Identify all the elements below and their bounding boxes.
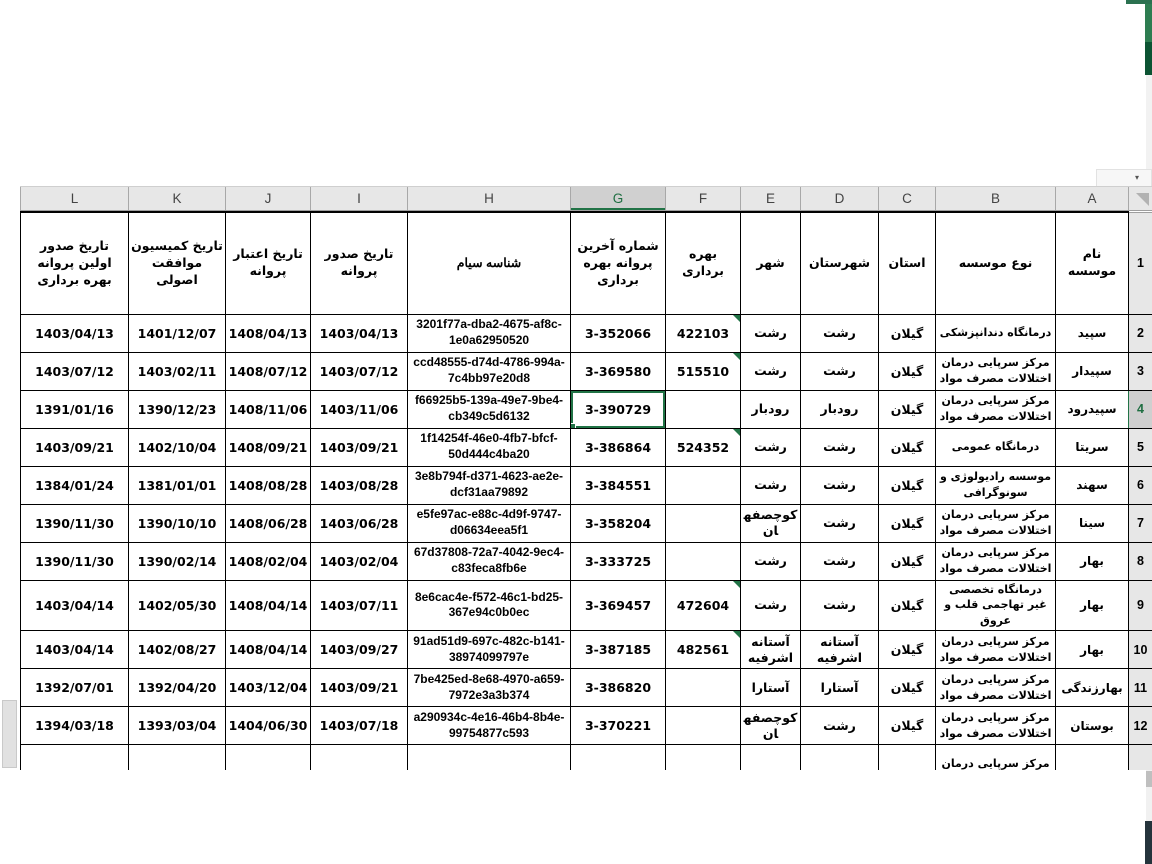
cell-B9[interactable]: درمانگاه تخصصی غیر تهاجمی قلب و عروق — [936, 580, 1056, 631]
cell-A13[interactable] — [1056, 745, 1129, 770]
cell-J7[interactable]: 1408/06/28 — [226, 504, 311, 542]
cell-C1[interactable]: استان — [879, 212, 936, 314]
cell-J5[interactable]: 1408/09/21 — [226, 428, 311, 466]
cell-D2[interactable]: رشت — [801, 314, 879, 352]
column-header-B[interactable]: B — [935, 187, 1055, 210]
cell-E1[interactable]: شهر — [741, 212, 801, 314]
error-indicator-triangle — [733, 581, 740, 588]
cell-G5[interactable]: 3-386864 — [571, 428, 666, 466]
cell-F7[interactable] — [666, 504, 741, 542]
cell-D4[interactable]: رودبار — [801, 390, 879, 428]
cell-H5[interactable]: 1f14254f-46e0-4fb7-bfcf-50d444c4ba20 — [408, 428, 571, 466]
cell-A8[interactable]: بهار — [1056, 542, 1129, 580]
row-header-1[interactable]: 1 — [1129, 212, 1152, 314]
table-row — [21, 390, 1152, 428]
cell-H11[interactable]: 7be425ed-8e68-4970-a659-7972e3a3b374 — [408, 669, 571, 707]
table-row — [21, 314, 1152, 352]
cell-A12[interactable]: بوستان — [1056, 707, 1129, 745]
cell-F2[interactable]: 422103 — [666, 314, 741, 352]
window-chrome-green-bar-dark — [1145, 42, 1152, 75]
cell-F12[interactable] — [666, 707, 741, 745]
cell-F1[interactable]: بهره برداری — [666, 212, 741, 314]
select-all-corner[interactable] — [1128, 187, 1152, 210]
scrollbar-notch — [1146, 771, 1152, 787]
cell-E2[interactable]: رشت — [741, 314, 801, 352]
cell-I5[interactable]: 1403/09/21 — [311, 428, 408, 466]
error-indicator-triangle — [733, 429, 740, 436]
cell-J4[interactable]: 1408/11/06 — [226, 390, 311, 428]
table-row — [21, 707, 1152, 745]
cell-D6[interactable]: رشت — [801, 466, 879, 504]
cell-G9[interactable]: 3-369457 — [571, 580, 666, 631]
cell-C11[interactable]: گیلان — [879, 669, 936, 707]
error-indicator-triangle — [733, 631, 740, 638]
row-header-3[interactable]: 3 — [1129, 352, 1152, 390]
cell-G10[interactable]: 3-387185 — [571, 631, 666, 669]
cell-I3[interactable]: 1403/07/12 — [311, 352, 408, 390]
cell-G13[interactable] — [571, 745, 666, 770]
vertical-scrollbar-thumb[interactable] — [2, 700, 17, 768]
cell-C5[interactable]: گیلان — [879, 428, 936, 466]
cell-B12[interactable]: مرکز سرپایی درمان اختلالات مصرف مواد — [936, 707, 1056, 745]
cell-J11[interactable]: 1403/12/04 — [226, 669, 311, 707]
row-header-4[interactable]: 4 — [1129, 390, 1152, 428]
cell-D5[interactable]: رشت — [801, 428, 879, 466]
grid-table — [20, 211, 1152, 770]
cell-H13[interactable] — [408, 745, 571, 770]
cell-A5[interactable]: سریتا — [1056, 428, 1129, 466]
cell-E7[interactable]: کوچصفهان — [741, 504, 801, 542]
cell-I2[interactable]: 1403/04/13 — [311, 314, 408, 352]
cell-K3[interactable]: 1403/02/11 — [129, 352, 226, 390]
cell-A2[interactable]: سپید — [1056, 314, 1129, 352]
cell-F4[interactable] — [666, 390, 741, 428]
row-header-11[interactable]: 11 — [1129, 669, 1152, 707]
cell-F5[interactable]: 524352 — [666, 428, 741, 466]
cell-E5[interactable]: رشت — [741, 428, 801, 466]
cell-K12[interactable]: 1393/03/04 — [129, 707, 226, 745]
cell-J1[interactable]: تاریخ اعتبار پروانه — [226, 212, 311, 314]
cell-H4[interactable]: f66925b5-139a-49e7-9be4-cb349c5d6132 — [408, 390, 571, 428]
cell-D8[interactable]: رشت — [801, 542, 879, 580]
cell-H9[interactable]: 8e6cac4e-f572-46c1-bd25-367e94c0b0ec — [408, 580, 571, 631]
cell-B8[interactable]: مرکز سرپایی درمان اختلالات مصرف مواد — [936, 542, 1056, 580]
cell-F11[interactable] — [666, 669, 741, 707]
cell-J2[interactable]: 1408/04/13 — [226, 314, 311, 352]
cell-G6[interactable]: 3-384551 — [571, 466, 666, 504]
cell-F3[interactable]: 515510 — [666, 352, 741, 390]
cell-D13[interactable] — [801, 745, 879, 770]
cell-G7[interactable]: 3-358204 — [571, 504, 666, 542]
table-row — [21, 631, 1152, 669]
select-all-triangle-icon — [1136, 193, 1149, 206]
column-letters — [20, 186, 1152, 211]
cell-J3[interactable]: 1408/07/12 — [226, 352, 311, 390]
name-box[interactable] — [1096, 169, 1152, 186]
taskbar-edge — [1145, 821, 1152, 864]
cell-L12[interactable]: 1394/03/18 — [21, 707, 129, 745]
cell-K4[interactable]: 1390/12/23 — [129, 390, 226, 428]
error-indicator-triangle — [733, 315, 740, 322]
cell-H8[interactable]: 67d37808-72a7-4042-9ec4-c83feca8fb6e — [408, 542, 571, 580]
cell-C4[interactable]: گیلان — [879, 390, 936, 428]
cell-L1[interactable]: تاریخ صدور اولین پروانه بهره برداری — [21, 212, 129, 314]
cell-C8[interactable]: گیلان — [879, 542, 936, 580]
cell-G4[interactable]: 3-390729 — [571, 390, 666, 428]
cell-A11[interactable]: بهارزندگی — [1056, 669, 1129, 707]
cell-K1[interactable]: تاریخ کمیسیون موافقت اصولی — [129, 212, 226, 314]
cell-I12[interactable]: 1403/07/18 — [311, 707, 408, 745]
cell-E11[interactable]: آستارا — [741, 669, 801, 707]
cell-I1[interactable]: تاریخ صدور پروانه — [311, 212, 408, 314]
cell-A1[interactable]: نام موسسه — [1056, 212, 1129, 314]
cell-J10[interactable]: 1408/04/14 — [226, 631, 311, 669]
fill-handle[interactable] — [571, 423, 577, 429]
table-row — [21, 212, 1152, 314]
cell-K11[interactable]: 1392/04/20 — [129, 669, 226, 707]
cell-B10[interactable]: مرکز سرپایی درمان اختلالات مصرف مواد — [936, 631, 1056, 669]
cell-D12[interactable]: رشت — [801, 707, 879, 745]
cell-A7[interactable]: سینا — [1056, 504, 1129, 542]
cell-L4[interactable]: 1391/01/16 — [21, 390, 129, 428]
column-header-E[interactable]: E — [740, 187, 800, 210]
row-header-12[interactable]: 12 — [1129, 707, 1152, 745]
cell-I11[interactable]: 1403/09/21 — [311, 669, 408, 707]
cell-L5[interactable]: 1403/09/21 — [21, 428, 129, 466]
cell-K8[interactable]: 1390/02/14 — [129, 542, 226, 580]
cell-D11[interactable]: آستارا — [801, 669, 879, 707]
cell-B13[interactable]: مرکز سرپایی درمان — [936, 745, 1056, 770]
column-header-K[interactable]: K — [128, 187, 225, 210]
cell-D9[interactable]: رشت — [801, 580, 879, 631]
cell-K10[interactable]: 1402/08/27 — [129, 631, 226, 669]
cell-I9[interactable]: 1403/07/11 — [311, 580, 408, 631]
cell-D7[interactable]: رشت — [801, 504, 879, 542]
cell-C12[interactable]: گیلان — [879, 707, 936, 745]
cell-L11[interactable]: 1392/07/01 — [21, 669, 129, 707]
cell-A6[interactable]: سهند — [1056, 466, 1129, 504]
cell-E10[interactable]: آستانه اشرفیه — [741, 631, 801, 669]
table-row — [21, 542, 1152, 580]
column-header-F[interactable]: F — [665, 187, 740, 210]
cell-E9[interactable]: رشت — [741, 580, 801, 631]
cell-E3[interactable]: رشت — [741, 352, 801, 390]
cell-J8[interactable]: 1408/02/04 — [226, 542, 311, 580]
row-header-6[interactable]: 6 — [1129, 466, 1152, 504]
cell-E4[interactable]: رودبار — [741, 390, 801, 428]
window-chrome-green-bar — [1145, 4, 1152, 42]
cell-A10[interactable]: بهار — [1056, 631, 1129, 669]
cell-K13[interactable] — [129, 745, 226, 770]
cell-L6[interactable]: 1384/01/24 — [21, 466, 129, 504]
cell-C2[interactable]: گیلان — [879, 314, 936, 352]
cell-H1[interactable]: شناسه سیام — [408, 212, 571, 314]
table-row — [21, 580, 1152, 631]
cell-L13[interactable] — [21, 745, 129, 770]
table-row — [21, 428, 1152, 466]
column-header-I[interactable]: I — [310, 187, 407, 210]
table-row — [21, 745, 1152, 770]
cell-B2[interactable]: درمانگاه دندانپزشکی — [936, 314, 1056, 352]
cell-L8[interactable]: 1390/11/30 — [21, 542, 129, 580]
cell-J6[interactable]: 1408/08/28 — [226, 466, 311, 504]
row-header-10[interactable]: 10 — [1129, 631, 1152, 669]
cell-B11[interactable]: مرکز سرپایی درمان اختلالات مصرف مواد — [936, 669, 1056, 707]
cell-A3[interactable]: سپیدار — [1056, 352, 1129, 390]
column-header-C[interactable]: C — [878, 187, 935, 210]
cell-J9[interactable]: 1408/04/14 — [226, 580, 311, 631]
cell-K7[interactable]: 1390/10/10 — [129, 504, 226, 542]
cell-C6[interactable]: گیلان — [879, 466, 936, 504]
cell-G11[interactable]: 3-386820 — [571, 669, 666, 707]
cell-I6[interactable]: 1403/08/28 — [311, 466, 408, 504]
cell-I10[interactable]: 1403/09/27 — [311, 631, 408, 669]
cell-G1[interactable]: شماره آخرین پروانه بهره برداری — [571, 212, 666, 314]
row-header-9[interactable]: 9 — [1129, 580, 1152, 631]
table-row — [21, 466, 1152, 504]
row-header-8[interactable]: 8 — [1129, 542, 1152, 580]
cell-K5[interactable]: 1402/10/04 — [129, 428, 226, 466]
cell-L10[interactable]: 1403/04/14 — [21, 631, 129, 669]
cell-D3[interactable]: رشت — [801, 352, 879, 390]
cell-E12[interactable]: کوچصفهان — [741, 707, 801, 745]
column-header-L[interactable]: L — [20, 187, 128, 210]
cell-G3[interactable]: 3-369580 — [571, 352, 666, 390]
cell-E6[interactable]: رشت — [741, 466, 801, 504]
cell-A9[interactable]: بهار — [1056, 580, 1129, 631]
cell-H3[interactable]: ccd48555-d74d-4786-994a-7c4bb97e20d8 — [408, 352, 571, 390]
table-row — [21, 669, 1152, 707]
cell-D1[interactable]: شهرستان — [801, 212, 879, 314]
cell-H10[interactable]: 91ad51d9-697c-482c-b141-38974099797e — [408, 631, 571, 669]
worksheet-grid — [20, 211, 1152, 770]
column-header-J[interactable]: J — [225, 187, 310, 210]
row-header-7[interactable]: 7 — [1129, 504, 1152, 542]
cell-L9[interactable]: 1403/04/14 — [21, 580, 129, 631]
cell-I4[interactable]: 1403/11/06 — [311, 390, 408, 428]
cell-B6[interactable]: موسسه رادیولوژی و سونوگرافی — [936, 466, 1056, 504]
cell-C9[interactable]: گیلان — [879, 580, 936, 631]
cell-K9[interactable]: 1402/05/30 — [129, 580, 226, 631]
column-header-G[interactable]: G — [570, 187, 665, 210]
cell-I13[interactable] — [311, 745, 408, 770]
cell-F6[interactable] — [666, 466, 741, 504]
column-header-H[interactable]: H — [407, 187, 570, 210]
cell-C7[interactable]: گیلان — [879, 504, 936, 542]
cell-J12[interactable]: 1404/06/30 — [226, 707, 311, 745]
cell-G2[interactable]: 3-352066 — [571, 314, 666, 352]
cell-H12[interactable]: a290934c-4e16-46b4-8b4e-99754877c593 — [408, 707, 571, 745]
cell-C10[interactable]: گیلان — [879, 631, 936, 669]
error-indicator-triangle — [733, 353, 740, 360]
row-header-2[interactable]: 2 — [1129, 314, 1152, 352]
cell-L2[interactable]: 1403/04/13 — [21, 314, 129, 352]
cell-A4[interactable]: سپیدرود — [1056, 390, 1129, 428]
cell-B4[interactable]: مرکز سرپایی درمان اختلالات مصرف مواد — [936, 390, 1056, 428]
cell-D10[interactable]: آستانه اشرفیه — [801, 631, 879, 669]
cell-K6[interactable]: 1381/01/01 — [129, 466, 226, 504]
cell-B3[interactable]: مرکز سرپایی درمان اختلالات مصرف مواد — [936, 352, 1056, 390]
cell-B1[interactable]: نوع موسسه — [936, 212, 1056, 314]
cell-G8[interactable]: 3-333725 — [571, 542, 666, 580]
cell-L7[interactable]: 1390/11/30 — [21, 504, 129, 542]
cell-I8[interactable]: 1403/02/04 — [311, 542, 408, 580]
cell-B7[interactable]: مرکز سرپایی درمان اختلالات مصرف مواد — [936, 504, 1056, 542]
cell-E13[interactable] — [741, 745, 801, 770]
cell-F10[interactable]: 482561 — [666, 631, 741, 669]
cell-F13[interactable] — [666, 745, 741, 770]
cell-J13[interactable] — [226, 745, 311, 770]
row-header-partial[interactable] — [1129, 745, 1152, 770]
cell-E8[interactable]: رشت — [741, 542, 801, 580]
cell-I7[interactable]: 1403/06/28 — [311, 504, 408, 542]
cell-C13[interactable] — [879, 745, 936, 770]
cell-H2[interactable]: 3201f77a-dba2-4675-af8c-1e0a62950520 — [408, 314, 571, 352]
cell-B5[interactable]: درمانگاه عمومی — [936, 428, 1056, 466]
cell-H7[interactable]: e5fe97ac-e88c-4d9f-9747-d06634eea5f1 — [408, 504, 571, 542]
chevron-down-icon: ▾ — [1134, 173, 1139, 182]
row-header-5[interactable]: 5 — [1129, 428, 1152, 466]
cell-F8[interactable] — [666, 542, 741, 580]
cell-L3[interactable]: 1403/07/12 — [21, 352, 129, 390]
cell-F9[interactable]: 472604 — [666, 580, 741, 631]
column-header-A[interactable]: A — [1055, 187, 1128, 210]
table-row — [21, 352, 1152, 390]
cell-H6[interactable]: 3e8b794f-d371-4623-ae2e-dcf31aa79892 — [408, 466, 571, 504]
column-header-D[interactable]: D — [800, 187, 878, 210]
cell-C3[interactable]: گیلان — [879, 352, 936, 390]
grid-body — [21, 212, 1152, 770]
table-row — [21, 504, 1152, 542]
cell-K2[interactable]: 1401/12/07 — [129, 314, 226, 352]
cell-G12[interactable]: 3-370221 — [571, 707, 666, 745]
